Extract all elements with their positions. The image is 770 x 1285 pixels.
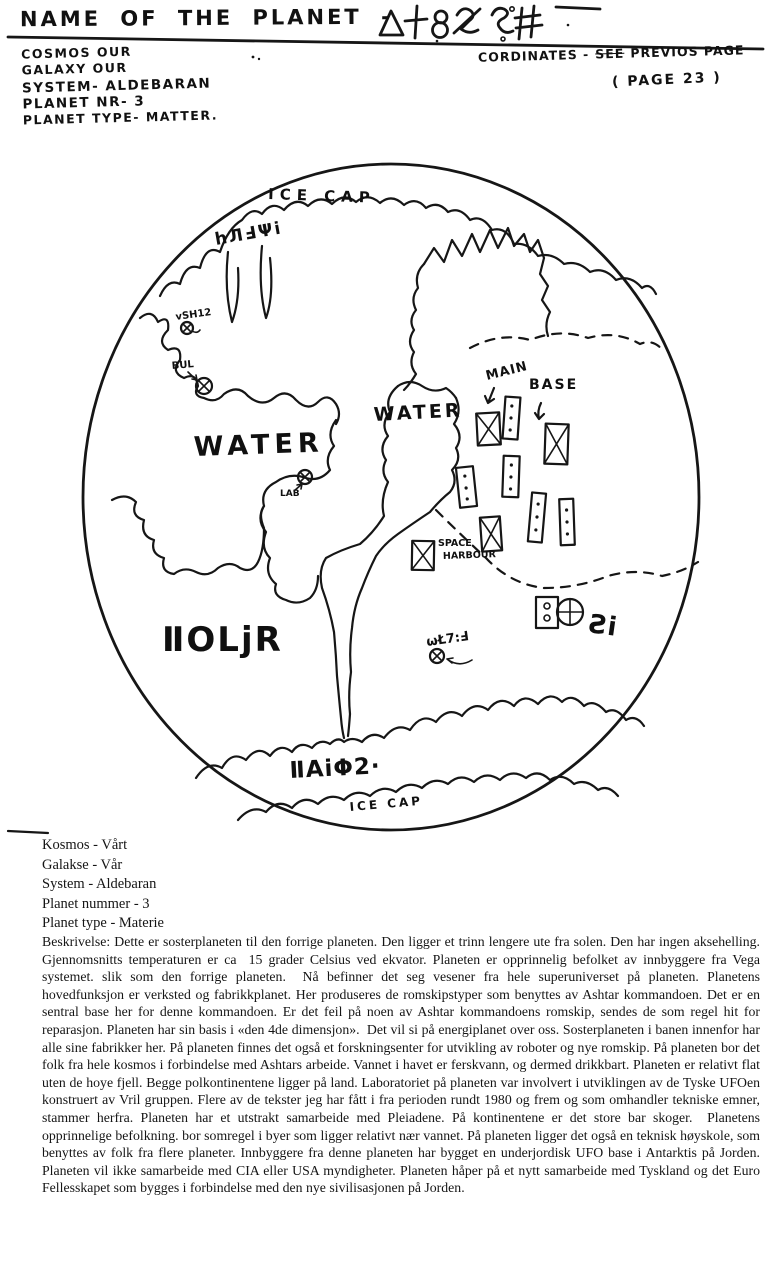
ice-cap-south-wave-1 bbox=[196, 696, 644, 778]
base-label: BASE bbox=[529, 377, 579, 393]
space-harbour-label-2: HARBOUR bbox=[442, 549, 497, 562]
info-planet-nr: PLANET NR- 3 bbox=[22, 93, 146, 113]
water-west-label: WATER bbox=[193, 427, 325, 463]
info-cosmos: COSMOS OUR bbox=[20, 43, 132, 62]
base-building-x-rect bbox=[476, 412, 569, 551]
page-title: NAME OF THE PLANET - bbox=[19, 4, 393, 32]
ice-cap-bottom-label: ICE CAP bbox=[349, 793, 424, 814]
glyphs-east-label: Ƨi bbox=[587, 609, 619, 643]
page-reference: ( PAGE 23 ) bbox=[611, 69, 723, 91]
coordinates-prefix: CORDINATES - bbox=[477, 46, 590, 65]
main-label: MAIN bbox=[484, 358, 530, 384]
detail-kosmos: Kosmos - Vårt bbox=[42, 837, 128, 853]
glyphs-south-label: ⅡAiΦ2· bbox=[288, 753, 382, 784]
coordinates-struck-word: SEE bbox=[595, 45, 625, 62]
detail-planet-type: Planet type - Materie bbox=[42, 915, 164, 932]
base-territory-dashed-boundary bbox=[470, 333, 664, 352]
detail-planet-nummer: Planet nummer - 3 bbox=[42, 895, 150, 912]
water-center-label: WATER bbox=[373, 399, 464, 426]
lab-label: LAB bbox=[280, 489, 300, 499]
planet-map bbox=[83, 164, 699, 830]
info-planet-type: PLANET TYPE- MATTER. bbox=[22, 107, 219, 128]
site-marker-circled-x bbox=[181, 322, 444, 663]
space-harbour-label-1: SPACE bbox=[438, 538, 472, 549]
detail-galakse: Galakse - Vår bbox=[42, 856, 123, 873]
detail-system: System - Aldebaran bbox=[42, 876, 157, 893]
base-building-dotted-rect bbox=[456, 397, 575, 546]
coordinates-suffix: PREVIOS PAGE bbox=[630, 42, 745, 61]
north-continent-coast bbox=[140, 314, 339, 424]
space-harbour-marker bbox=[412, 541, 435, 570]
planet-details-list bbox=[42, 836, 164, 934]
northeast-coast bbox=[424, 228, 550, 336]
glyphs-north-label: hЛℲΨi bbox=[213, 218, 284, 250]
ice-cap-top-label: ICE CAP bbox=[267, 185, 377, 207]
river-left-bank bbox=[321, 386, 398, 738]
bul-label: BUL bbox=[171, 359, 195, 372]
info-galaxy: GALAXY OUR bbox=[21, 59, 128, 78]
stray-mark-bottom-left bbox=[8, 831, 48, 833]
planet-info-block bbox=[21, 41, 218, 128]
planet-name-glyphs-icon bbox=[380, 6, 542, 41]
stray-mark-top-right bbox=[556, 7, 600, 9]
river-right-bank bbox=[348, 398, 460, 736]
glyphs-center-label: ωŁ7:Ⅎ bbox=[425, 629, 470, 650]
southwest-land-coast bbox=[112, 496, 264, 574]
glyph-cluster-east bbox=[536, 597, 583, 628]
station-nw-label: vSH12 bbox=[174, 307, 213, 323]
info-system: SYSTEM- ALDEBARAN bbox=[21, 75, 212, 97]
planet-description-paragraph: Beskrivelse: Dette er sosterplaneten til den forrige planeten. Den ligger et trinn lengere ute fra solen. Den har ingen aksehelling. Gjennomsnitts temperaturen er ca 15 grader Celsius ved ekvator. Planeten er opprinnelig befolket av innbyggere fra Vega systemet. slik som den forrige planeten. Nå befinner det seg vesener fra hele superuniverset på planeten. Planetens hovedfunksjon er verksted og fabrikkplanet. Her produseres de romskipstyper som benyttes av Ashtar kommandoen. Det er en sentral base her for denne kommandoen. Er det feil på noen av Ashtar kommandoens romskip, sendes de som regel hit for reparasjon. Planeten har sin basis i «den 4de dimensjon». Det vil si på energiplanet over oss. Sosterplaneten i banen innenfor har alle sine fabrikker her. På planeten finnes det også et forskningsenter for utvikling av roboter og nye romskip. På planeten bor det folk fra hele kosmos i forbindelse med Ashtars arbeide. Vannet i havet er ferskvann, og dermed drikkbart. Planeten er relativt flat uten de hoye fjell. Begge polkontinentene ligger på land. Laboratoriet på planeten var involvert i utviklingen av de Tyske UFOen konstruert av Vril gruppen. Flere av de tekster jeg har fått i fra perioden rundt 1980 og frem og som omhandler tekniske emner, stammer herfra. Planeten har et utstrakt samarbeide med Pleiadene. På kontinentene er det store bar skoger. Planetens opprinnelige befolkning. bor somregel i byer som ligger relativt nær vannet. På planeten ligger det også en teknisk høyskole, som benyttes av folk fra flere planeter. Innbyggere fra denne planeten har bygget en underjordisk UFO base i Antarktis på Jorden. Planeten vil ikke samarbeide med CIA eller USA myndigheter. Planeten håper på et nytt samarbeide med Tyskland og det Euro Fellesskapet som bygges i forbindelse med den nye sivilisasjonen på Jorden. bbox=[42, 934, 760, 1196]
glyphs-southwest-label: ⅡOLjR bbox=[162, 620, 283, 660]
